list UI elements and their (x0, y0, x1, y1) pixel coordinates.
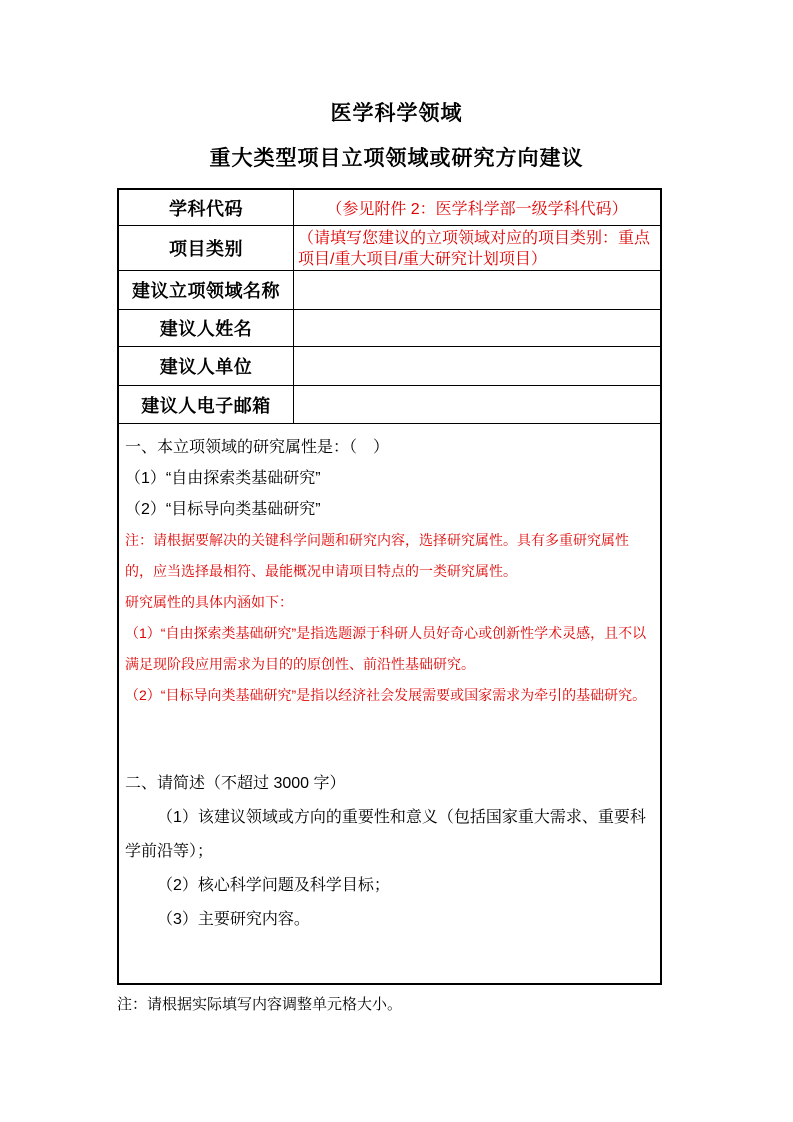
row-value-proposer-email[interactable] (294, 386, 660, 423)
table-row-proposer-name (119, 310, 660, 347)
section1-heading: 一、本立项领域的研究属性是：（ ） (125, 439, 390, 456)
row-value-subject-code[interactable]: （参见附件 2：医学科学部一级学科代码） (326, 201, 628, 218)
section2 (125, 767, 654, 937)
row-label-proposer-email: 建议人电子邮箱 (119, 386, 294, 423)
section2-heading: 二、请简述（不超过 3000 字） (125, 775, 346, 792)
table-row-proposer-organization (119, 347, 660, 386)
section2-item-2: （2）核心科学问题及科学目标； (157, 877, 390, 894)
section2-item-1: （1）该建议领域或方向的重要性和意义（包括国家重大需求、重要科学前沿等）； (125, 809, 646, 860)
row-label-subject-code: 学科代码 (119, 190, 294, 225)
table-row-proposer-email (119, 386, 660, 424)
section1-notes (125, 525, 654, 711)
section1-note-definitions-intro: 研究属性的具体内涵如下： (125, 594, 293, 610)
table-row-proposed-field-name (119, 271, 660, 310)
footer-note: 注：请根据实际填写内容调整单元格大小。 (117, 996, 403, 1013)
document-title-line1: 医学科学领域 (330, 102, 463, 125)
row-label-project-category: 项目类别 (119, 226, 294, 270)
document-title-line2: 重大类型项目立项领域或研究方向建议 (209, 147, 584, 170)
section1-note-definition-2: （2）“目标导向类基础研究”是指以经济社会发展需要或国家需求为牵引的基础研究。 (125, 687, 647, 703)
form-table (117, 188, 662, 985)
section1-note-definition-1: （1）“自由探索类基础研究”是指选题源于科研人员好奇心或创新性学术灵感，且不以满足现阶段应用需求为目的的原创性、前沿性基础研究。 (125, 625, 647, 672)
table-row-subject-code (119, 190, 660, 226)
row-value-project-category[interactable]: （请填写您建议的立项领域对应的项目类别：重点项目/重大项目/重大研究计划项目） (298, 230, 651, 268)
section2-item-3: （3）主要研究内容。 (157, 911, 310, 928)
section1-option-2: （2）“目标导向类基础研究” (125, 501, 321, 518)
table-row-project-category (119, 226, 660, 271)
row-value-proposed-field-name[interactable] (294, 271, 660, 309)
row-value-proposer-organization[interactable] (294, 347, 660, 385)
row-value-proposer-name[interactable] (294, 310, 660, 346)
row-label-proposed-field-name: 建议立项领域名称 (119, 271, 294, 309)
section1-note-selection-rule: 注：请根据要解决的关键科学问题和研究内容，选择研究属性。具有多重研究属性的，应当选择最相符、最能概况申请项目特点的一类研究属性。 (125, 532, 629, 579)
sections-cell[interactable] (119, 424, 660, 983)
section1-option-1: （1）“自由探索类基础研究” (125, 470, 321, 487)
row-label-proposer-organization: 建议人单位 (119, 347, 294, 385)
row-label-proposer-name: 建议人姓名 (119, 310, 294, 346)
